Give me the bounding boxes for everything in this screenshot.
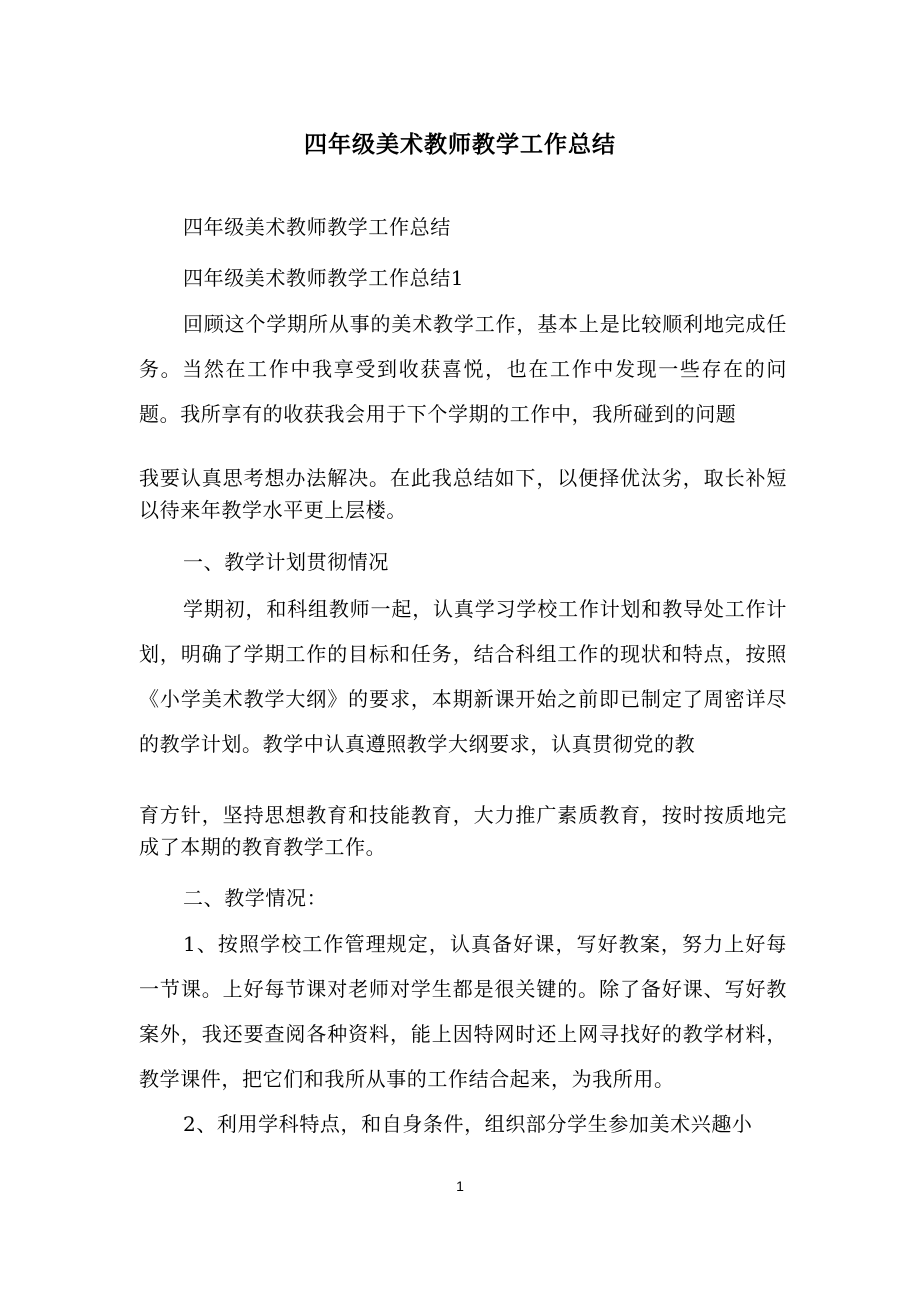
paragraph-section-heading: 四年级美术教师教学工作总结1 <box>183 266 465 290</box>
paragraph-subtitle: 四年级美术教师教学工作总结 <box>183 215 451 239</box>
paragraph-intro: 回顾这个学期所从事的美术教学工作，基本上是比较顺利地完成任务。当然在工作中我享受到收获喜悦，也在工作中发现一些存在的问题。我所享有的收获我会用于下个学期的工作中，我所碰到的问题 <box>139 312 787 426</box>
paragraph-plan-body-continued: 育方针，坚持思想教育和技能教育，大力推广素质教育，按时按质地完成了本期的教育教学工作。 <box>139 803 787 859</box>
paragraph-heading-plan: 一、教学计划贯彻情况 <box>183 550 389 574</box>
page-number: 1 <box>456 1178 464 1194</box>
paragraph-teaching-item-2: 2、利用学科特点，和自身条件，组织部分学生参加美术兴趣小 <box>183 1112 753 1136</box>
paragraph-teaching-item-1: 1、按照学校工作管理规定，认真备好课，写好教案，努力上好每一节课。上好每节课对老师对学生都是很关键的。除了备好课、写好教案外，我还要查阅各种资料，能上因特网时还上网寻找好的教学材料，教学课件，把它们和我所从事的工作结合起来，为我所用。 <box>139 932 787 1091</box>
paragraph-plan-body: 学期初，和科组教师一起，认真学习学校工作计划和教导处工作计划，明确了学期工作的目标和任务，结合科组工作的现状和特点，按照《小学美术教学大纲》的要求，本期新课开始之前即已制定了周密详尽的教学计划。教学中认真遵照教学大纲要求，认真贯彻党的教 <box>139 597 787 756</box>
document-title: 四年级美术教师教学工作总结 <box>304 132 616 158</box>
paragraph-intro-continued: 我要认真思考想办法解决。在此我总结如下，以便择优汰劣，取长补短以待来年教学水平更上层楼。 <box>139 466 787 522</box>
paragraph-heading-teaching: 二、教学情况： <box>183 886 328 910</box>
